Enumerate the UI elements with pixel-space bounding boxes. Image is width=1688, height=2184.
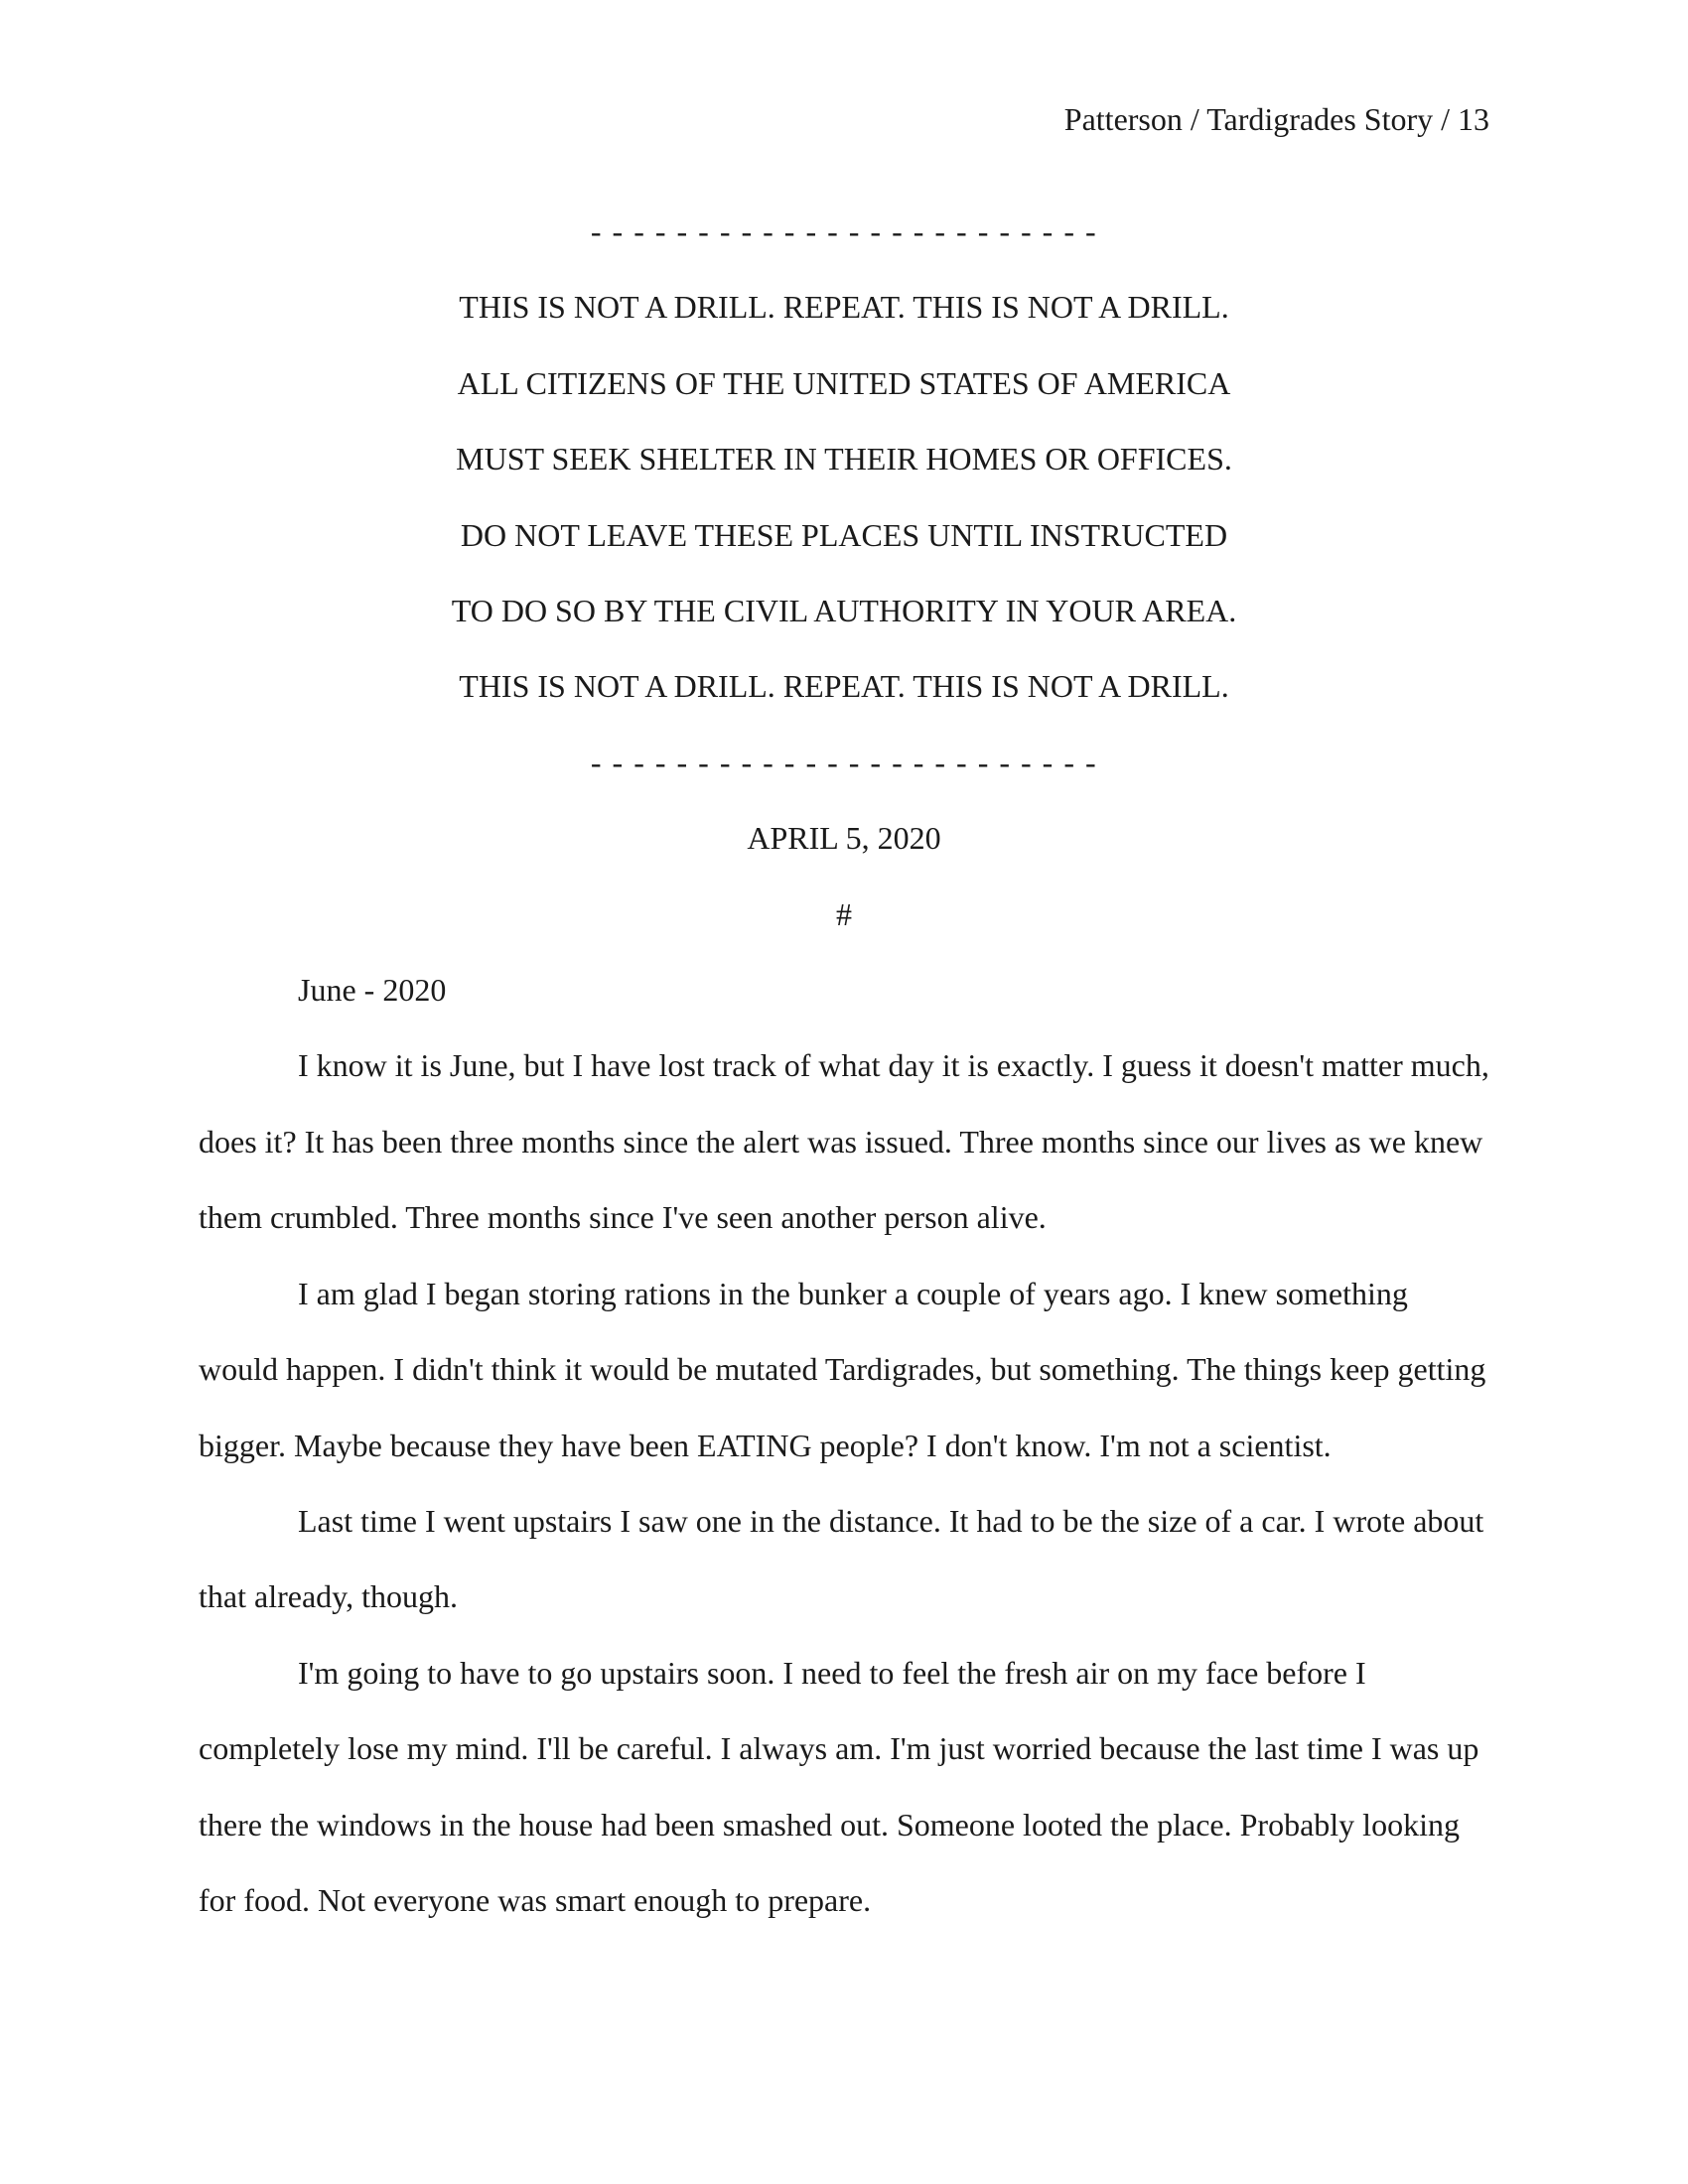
emergency-alert: [199, 269, 1489, 724]
alert-line: ALL CITIZENS OF THE UNITED STATES OF AMERICA: [457, 364, 1231, 401]
body-paragraph: Last time I went upstairs I saw one in the distance. It had to be the size of a car. I wrote about that already, though.: [199, 1502, 1484, 1615]
alert-date: APRIL 5, 2020: [747, 820, 941, 857]
alert-line: THIS IS NOT A DRILL. REPEAT. THIS IS NOT A DRILL.: [459, 668, 1229, 705]
alert-line: THIS IS NOT A DRILL. REPEAT. THIS IS NOT A DRILL.: [459, 289, 1229, 326]
body-paragraph: I am glad I began storing rations in the bunker a couple of years ago. I knew something would happen. I didn't think it would be mutated Tardigrades, but something. The things keep getting bigger. Maybe because they have been EATING people? I don't know. I'm not a scientist.: [199, 1275, 1486, 1463]
manuscript-body: [199, 194, 1489, 1938]
alert-line: DO NOT LEAVE THESE PLACES UNTIL INSTRUCTED: [460, 516, 1228, 553]
entry-dateline: June - 2020: [298, 972, 447, 1009]
separator-top: - - - - - - - - - - - - - - - - - - - - - - - -: [590, 213, 1098, 249]
body-paragraph: I know it is June, but I have lost track of what day it is exactly. I guess it doesn't matter much, does it? It has been three months since the alert was issued. Three months since our lives as we knew them crumbled. Three months since I've seen another person alive.: [199, 1047, 1489, 1236]
section-break: #: [836, 895, 852, 932]
alert-line: MUST SEEK SHELTER IN THEIR HOMES OR OFFICES.: [456, 441, 1232, 478]
body-paragraph: I'm going to have to go upstairs soon. I need to feel the fresh air on my face before I completely lose my mind. I'll be careful. I always am. I'm just worried because the last time I was up there the windows in the house had been smashed out. Someone looted the place. Probably looking for food. Not everyone was smart enough to prepare.: [199, 1654, 1479, 1918]
separator-bottom: - - - - - - - - - - - - - - - - - - - - - - - -: [590, 744, 1098, 780]
running-header: Patterson / Tardigrades Story / 13: [1063, 101, 1489, 137]
alert-line: TO DO SO BY THE CIVIL AUTHORITY IN YOUR AREA.: [451, 593, 1237, 629]
